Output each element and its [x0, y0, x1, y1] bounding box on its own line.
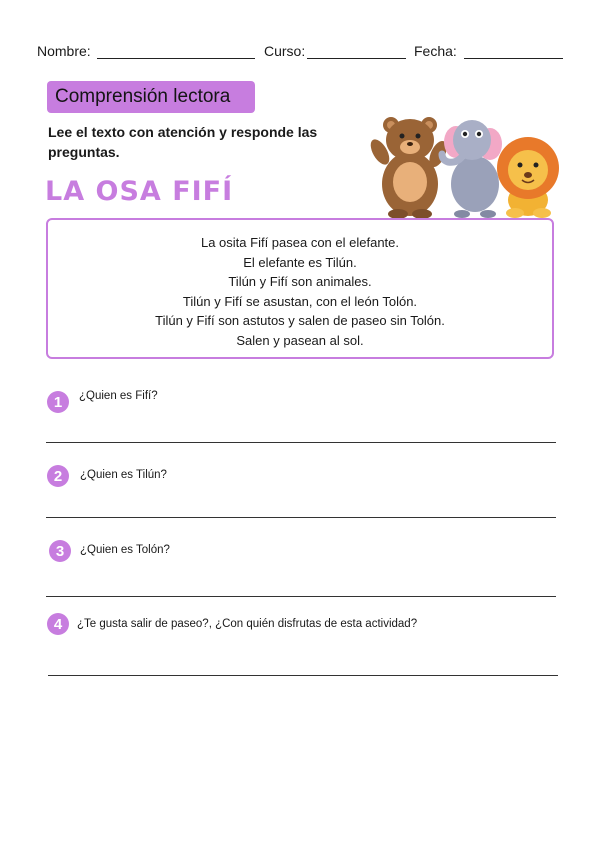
answer-line[interactable]	[48, 675, 558, 676]
answer-line[interactable]	[46, 442, 556, 443]
question-text: ¿Te gusta salir de paseo?, ¿Con quién disfrutas de esta actividad?	[77, 618, 418, 630]
story-line: La osita Fifí pasea con el elefante.	[200, 235, 399, 250]
reading-text-box	[46, 218, 554, 359]
question-text: ¿Quien es Tolón?	[80, 544, 170, 556]
instruction-text: Lee el texto con atención y responde las preguntas.	[48, 124, 318, 160]
worksheet-title-text: Comprensión lectora	[55, 86, 231, 107]
answer-line[interactable]	[46, 517, 556, 518]
course-label: Curso:	[264, 43, 306, 59]
question-number-badge: 4	[47, 613, 69, 635]
question-number-badge: 2	[47, 465, 69, 487]
story-title: LA OSA FIFÍ	[45, 176, 234, 207]
lion-illustration	[497, 137, 559, 218]
story-line: Tilún y Fifí son astutos y salen de paseo sin Tolón.	[155, 313, 445, 329]
bear-illustration	[368, 117, 450, 219]
story-line: Tilún y Fifí son animales.	[228, 274, 372, 290]
answer-line[interactable]	[46, 596, 556, 597]
worksheet-title	[47, 81, 255, 113]
story-line: El elefante es Tilún.	[243, 254, 357, 270]
elephant-illustration	[442, 120, 502, 218]
question-text: ¿Quien es Fifí?	[79, 390, 158, 402]
question-number-badge: 1	[47, 391, 69, 413]
date-label: Fecha:	[414, 43, 457, 59]
name-field[interactable]	[97, 58, 255, 59]
question-number-badge: 3	[49, 540, 71, 562]
date-field[interactable]	[464, 58, 563, 59]
story-line: Tilún y Fifí se asustan, con el león Tolón.	[182, 293, 418, 309]
name-label: Nombre:	[37, 43, 91, 59]
course-field[interactable]	[307, 58, 406, 59]
question-text: ¿Quien es Tilún?	[80, 469, 167, 481]
story-line: Salen y pasean al sol.	[236, 332, 364, 348]
animals-illustration	[368, 112, 560, 220]
